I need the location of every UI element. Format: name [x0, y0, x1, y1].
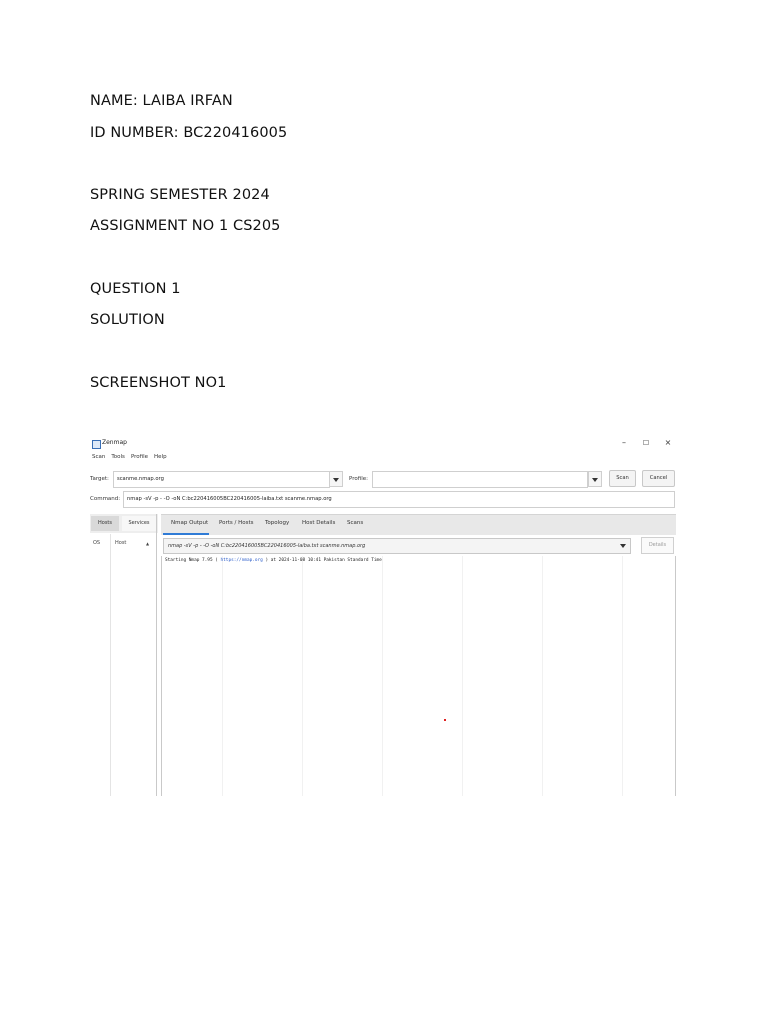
close-icon[interactable]: × — [664, 438, 672, 447]
bg-grid — [382, 556, 383, 796]
details-button[interactable]: Details — [641, 537, 674, 554]
command-label: Command: — [90, 496, 121, 502]
target-dropdown[interactable] — [329, 471, 343, 487]
semester: SPRING SEMESTER 2024 — [90, 187, 270, 203]
menu-profile[interactable]: Profile — [130, 454, 149, 460]
question-heading: QUESTION 1 — [90, 281, 181, 297]
nmap-output-area[interactable] — [161, 556, 676, 796]
screenshot-heading: SCREENSHOT NO1 — [90, 375, 227, 391]
zenmap-screenshot — [90, 436, 678, 796]
sort-asc-icon[interactable]: ▲ — [146, 541, 150, 546]
output-text-start: Starting Nmap 7.95 ( — [165, 558, 221, 563]
profile-label: Profile: — [349, 476, 368, 482]
output-command-select[interactable]: nmap -sV -p - -O -oN C:bc220416005BC220416005-laiba.txt scanme.nmap.org — [163, 538, 631, 554]
minimize-icon[interactable]: – — [622, 438, 626, 447]
panel-border — [156, 514, 157, 796]
tab-nmap-output[interactable]: Nmap Output — [171, 520, 209, 526]
cancel-button[interactable]: Cancel — [642, 470, 675, 487]
output-tabs — [161, 514, 676, 535]
hosts-services-tabs — [90, 514, 158, 533]
zenmap-window-title: Zenmap — [102, 439, 127, 446]
tab-hosts[interactable]: Hosts — [91, 516, 119, 531]
maximize-icon[interactable]: ☐ — [642, 439, 650, 447]
solution-heading: SOLUTION — [90, 312, 165, 328]
profile-input[interactable] — [372, 471, 588, 488]
tab-ports-hosts[interactable]: Ports / Hosts — [219, 520, 254, 526]
bg-grid — [622, 556, 623, 796]
assignment-title: ASSIGNMENT NO 1 CS205 — [90, 218, 281, 234]
hosts-panel — [90, 514, 158, 796]
column-divider — [110, 534, 111, 796]
menu-help[interactable]: Help — [154, 454, 167, 460]
zenmap-app-icon — [92, 440, 101, 449]
nmap-link[interactable]: https://nmap.org — [220, 558, 263, 563]
tab-host-details[interactable]: Host Details — [302, 520, 336, 526]
menu-scan[interactable]: Scan — [92, 454, 106, 460]
student-id: ID NUMBER: BC220416005 — [90, 125, 288, 141]
output-line — [165, 558, 382, 563]
zenmap-titlebar — [90, 436, 678, 452]
bg-grid — [302, 556, 303, 796]
target-input[interactable]: scanme.nmap.org — [113, 471, 330, 488]
host-column-header[interactable]: Host — [115, 540, 127, 546]
bg-grid — [542, 556, 543, 796]
output-panel — [161, 514, 676, 796]
tab-services[interactable]: Services — [122, 516, 156, 531]
menu-tools[interactable]: Tools — [111, 454, 125, 460]
cursor-dot — [444, 719, 446, 721]
target-label: Target: — [90, 476, 109, 482]
student-name: NAME: LAIBA IRFAN — [90, 93, 233, 109]
output-text-end: ) at 2024-11-08 10:41 Pakistan Standard Time — [262, 558, 382, 563]
bg-grid — [462, 556, 463, 796]
tab-scans[interactable]: Scans — [347, 520, 364, 526]
zenmap-menubar — [90, 454, 171, 464]
command-input[interactable]: nmap -sV -p - -O -oN C:bc220416005BC220416005-laiba.txt scanme.nmap.org — [123, 491, 675, 508]
profile-dropdown[interactable] — [588, 471, 602, 487]
os-column-header[interactable]: OS — [93, 540, 101, 546]
tab-topology[interactable]: Topology — [265, 520, 290, 526]
chevron-down-icon[interactable] — [620, 544, 626, 548]
active-tab-indicator — [163, 533, 209, 535]
scan-button[interactable]: Scan — [609, 470, 636, 487]
bg-grid — [222, 556, 223, 796]
